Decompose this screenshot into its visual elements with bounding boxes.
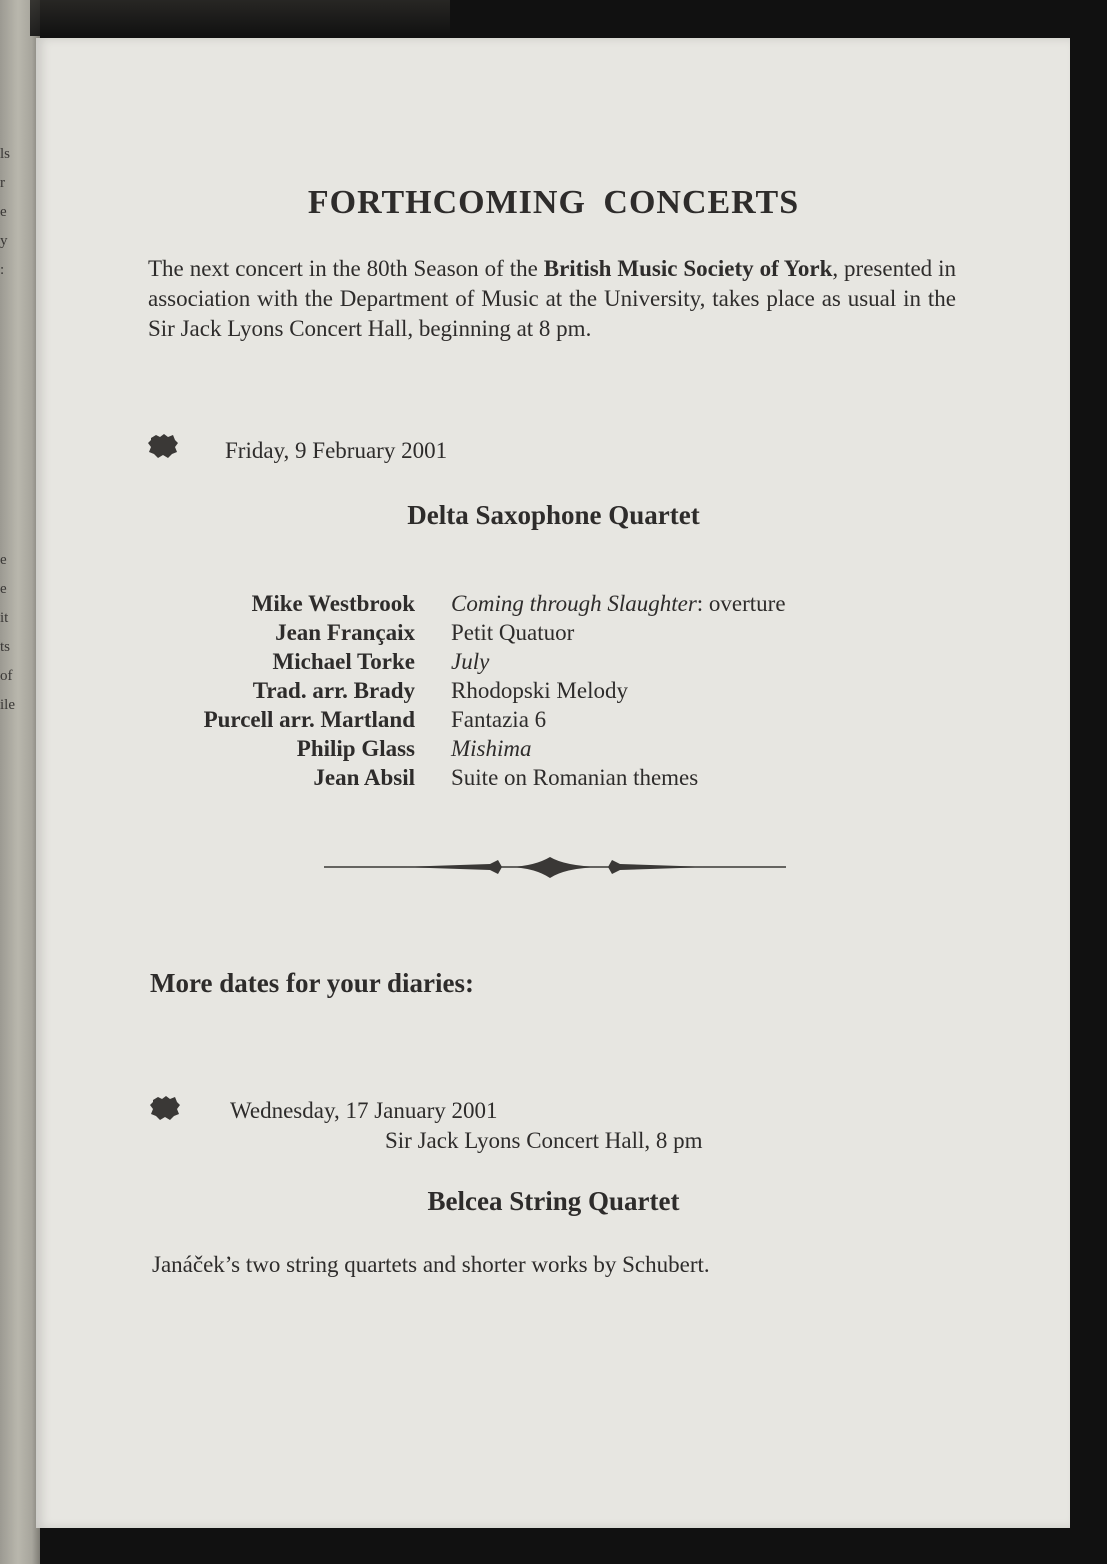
page-title: FORTHCOMING CONCERTS <box>307 184 800 221</box>
ensemble-name: Belcea String Quartet <box>427 1186 680 1216</box>
adjacent-page-fragment: ts <box>0 639 11 655</box>
programme-work <box>451 647 851 676</box>
concert-description: Janáček’s two string quartets and shorter works by Schubert. <box>152 1252 710 1277</box>
adjacent-page-fragment: r <box>0 175 5 191</box>
programme-work-title: Petit Quatuor <box>451 620 575 645</box>
adjacent-page-fragment <box>0 459 18 488</box>
programme-work <box>451 589 851 618</box>
decorative-rule-ornament <box>320 852 790 882</box>
society-name: British Music Society of York <box>543 256 833 281</box>
ensemble-name: Delta Saxophone Quartet <box>407 500 700 530</box>
adjacent-page-fragment: e <box>0 204 7 220</box>
programme-work-suffix: : overture <box>696 591 786 616</box>
programme-work-title: Suite on Romanian themes <box>451 765 699 790</box>
concert-date: Wednesday, 17 January 2001 <box>230 1098 498 1123</box>
adjacent-page-fragment: e <box>0 552 7 568</box>
intro-text-start: The next concert in the 80th Season of the <box>148 256 544 281</box>
programme-list <box>150 589 851 792</box>
adjacent-page-fragment <box>0 285 18 314</box>
programme-composer: Jean Absil <box>313 765 415 790</box>
intro-paragraph <box>148 254 956 344</box>
programme-work-title: Fantazia 6 <box>451 707 547 732</box>
programme-work <box>451 676 851 705</box>
programme-work-title: Coming through Slaughter <box>451 591 697 616</box>
adjacent-page-fragment: : <box>0 262 5 278</box>
programme-work <box>451 763 851 792</box>
diary-heading: More dates for your diaries: <box>150 968 474 998</box>
programme-composer: Philip Glass <box>296 736 415 761</box>
adjacent-page-fragment <box>0 314 18 343</box>
programme-work-title: July <box>451 649 490 674</box>
programme-work <box>451 705 851 734</box>
adjacent-page-fragment: ile <box>0 697 15 713</box>
adjacent-page-fragment: it <box>0 610 9 626</box>
adjacent-page-fragment <box>0 372 18 401</box>
programme-composer: Mike Westbrook <box>251 591 415 616</box>
concert-venue: Sir Jack Lyons Concert Hall, 8 pm <box>385 1128 703 1153</box>
programme-work-title: Mishima <box>451 736 532 761</box>
adjacent-page-fragment <box>0 401 18 430</box>
programme-composer: Michael Torke <box>272 649 415 674</box>
programme-work-title: Rhodopski Melody <box>451 678 628 703</box>
programme-work <box>451 734 851 763</box>
splat-bullet-icon <box>148 433 178 459</box>
concert-date: Friday, 9 February 2001 <box>225 438 448 463</box>
adjacent-page-fragment <box>0 430 18 459</box>
adjacent-page-edge <box>0 0 40 1564</box>
programme-composer: Jean Françaix <box>275 620 415 645</box>
splat-bullet-icon <box>150 1095 180 1121</box>
adjacent-page-fragment: of <box>0 668 13 684</box>
intro-text-end: , presented in association with the Department of Music at the University, takes place as usual in the Sir Jack Lyons Concert Hall, beginning at 8 pm. <box>148 256 957 341</box>
top-shadow <box>30 0 450 36</box>
adjacent-page-fragment: y <box>0 233 8 249</box>
adjacent-page-fragment: e <box>0 581 7 597</box>
programme-composer: Purcell arr. Martland <box>203 707 415 732</box>
programme-work <box>451 618 851 647</box>
programme-composer: Trad. arr. Brady <box>252 678 415 703</box>
adjacent-page-text-fragments <box>0 140 18 720</box>
adjacent-page-fragment <box>0 343 18 372</box>
adjacent-page-fragment: ls <box>0 146 11 162</box>
